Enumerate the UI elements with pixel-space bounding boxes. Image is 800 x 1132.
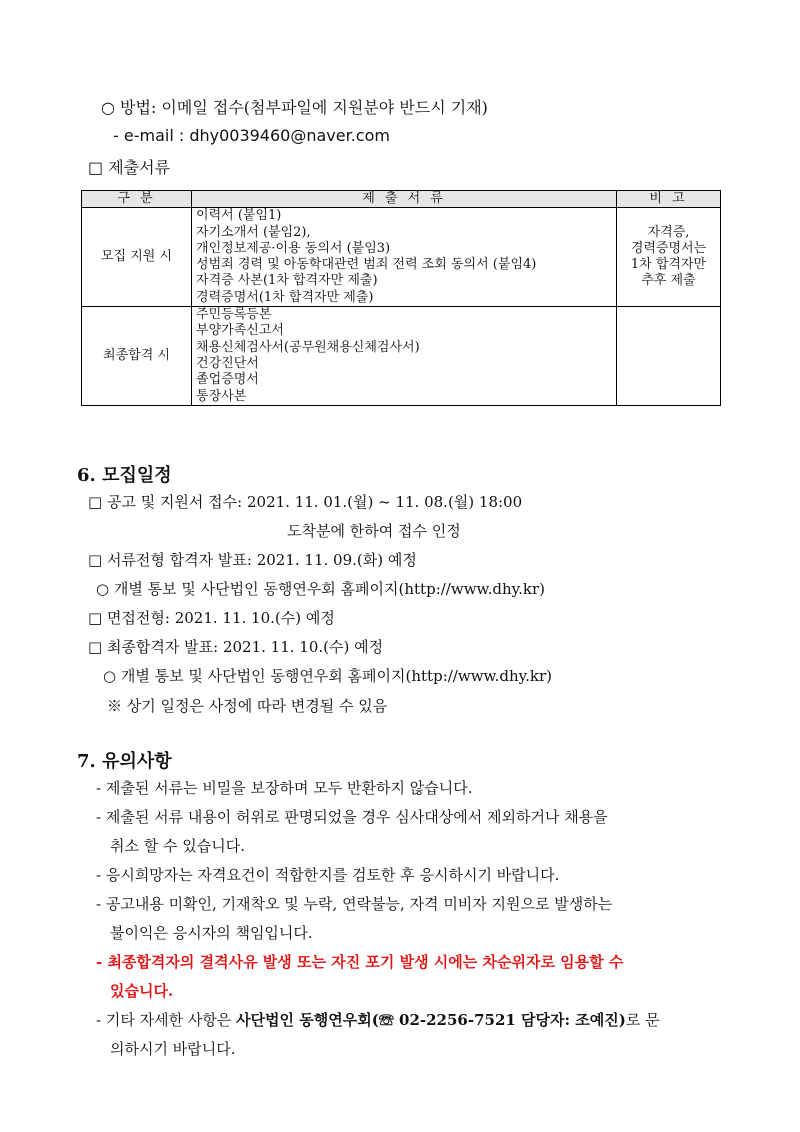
header-note: 비 고 (617, 191, 721, 208)
schedule-item: □ 최종합격자 발표: 2021. 11. 10.(수) 예정 (88, 638, 384, 656)
row-docs (192, 208, 617, 307)
doc-item: 건강진단서 (196, 355, 259, 371)
schedule-title: 6. 모집일정 (77, 465, 172, 486)
contact-line (96, 1009, 660, 1030)
contact-prefix: - 기타 자세한 사항은 (96, 1011, 237, 1029)
documents-heading: □ 제출서류 (88, 158, 171, 177)
schedule-item: 도착분에 한하여 접수 인정 (287, 522, 461, 540)
row-category: 모집 지원 시 (82, 208, 192, 307)
note-line: 1차 합격자만 (630, 257, 707, 273)
note-line: 경력증명서는 (630, 240, 707, 256)
table-header-row (82, 191, 721, 208)
notes-title: 7. 유의사항 (77, 751, 172, 772)
note-line: - 공고내용 미확인, 기재착오 및 누락, 연락불능, 자격 미비자 지원으로 발생하는 (96, 895, 613, 913)
schedule-item: □ 공고 및 지원서 접수: 2021. 11. 01.(월) ~ 11. 08.(월) 18:00 (88, 493, 523, 511)
row-note (617, 208, 721, 307)
doc-item: 성범죄 경력 및 아동학대관련 범죄 전력 조회 동의서 (붙임4) (196, 257, 537, 273)
doc-item: 통장사본 (196, 388, 247, 404)
note-line: - 제출된 서류 내용이 허위로 판명되었을 경우 심사대상에서 제외하거나 채용을 (96, 808, 608, 826)
header-category: 구 분 (82, 191, 192, 208)
contact-org: 사단법인 동행연우회(☏ 02-2256-7521 담당자: 조예진) (236, 1011, 626, 1029)
note-line: 자격증, (647, 224, 690, 240)
doc-item: 개인정보제공·이용 동의서 (붙임3) (196, 240, 391, 256)
doc-item: 졸업증명서 (196, 372, 259, 388)
note-line: - 응시희망자는 자격요건이 적합한지를 검토한 후 응시하시기 바랍니다. (96, 866, 560, 884)
doc-item: 부양가족신고서 (196, 323, 284, 339)
note-line: 추후 제출 (641, 273, 696, 289)
schedule-item: ※ 상기 일정은 사정에 따라 변경될 수 있음 (107, 697, 388, 715)
doc-item: 주민등록등본 (196, 307, 272, 323)
schedule-item: ○ 개별 통보 및 사단법인 동행연우회 홈페이지(http://www.dhy.kr) (96, 580, 545, 598)
email-line: - e-mail : dhy0039460@naver.com (113, 126, 390, 145)
doc-item: 자기소개서 (붙임2), (196, 224, 311, 240)
note-line: - 제출된 서류는 비밀을 보장하며 모두 반환하지 않습니다. (96, 779, 473, 797)
contact-line-2: 의하시기 바랍니다. (110, 1040, 236, 1058)
schedule-item: ○ 개별 통보 및 사단법인 동행연우회 홈페이지(http://www.dhy.kr) (103, 667, 552, 685)
doc-item: 이력서 (붙임1) (196, 208, 282, 224)
note-line-highlight: 있습니다. (110, 982, 174, 1000)
row-docs (192, 307, 617, 406)
documents-table (81, 190, 721, 406)
row-category: 최종합격 시 (82, 307, 192, 406)
table-row (82, 307, 721, 406)
schedule-item: □ 면접전형: 2021. 11. 10.(수) 예정 (88, 609, 335, 627)
doc-item: 채용신체검사서(공무원채용신체검사서) (196, 339, 420, 355)
contact-suffix: 로 문 (625, 1011, 660, 1029)
note-line: 불이익은 응시자의 책임입니다. (110, 924, 313, 942)
table-row (82, 208, 721, 307)
schedule-item: □ 서류전형 합격자 발표: 2021. 11. 09.(화) 예정 (88, 551, 417, 569)
method-line: ○ 방법: 이메일 접수(첨부파일에 지원분야 반드시 기재) (101, 98, 488, 117)
note-line-highlight: - 최종합격자의 결격사유 발생 또는 자진 포기 발생 시에는 차순위자로 임용할 수 (96, 953, 624, 971)
note-line: 취소 할 수 있습니다. (110, 837, 245, 855)
doc-item: 자격증 사본(1차 합격자만 제출) (196, 273, 378, 289)
header-docs: 제 출 서 류 (192, 191, 617, 208)
doc-item: 경력증명서(1차 합격자만 제출) (196, 289, 374, 305)
row-note (617, 307, 721, 406)
